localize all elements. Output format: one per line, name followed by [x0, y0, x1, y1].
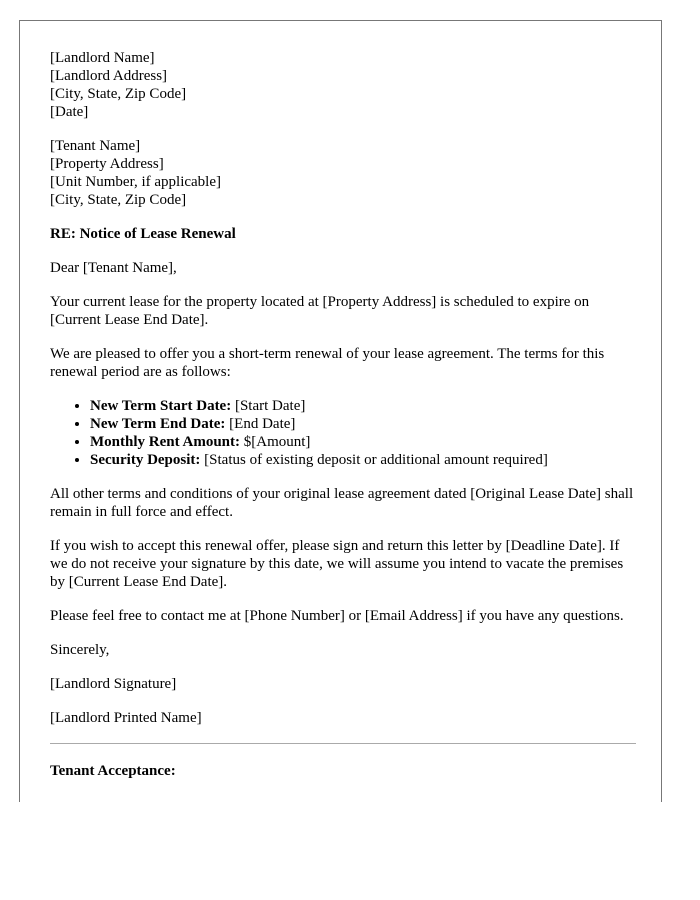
term-label: Security Deposit: — [90, 452, 201, 468]
landlord-address: [Landlord Address] — [50, 68, 168, 84]
closing: Sincerely, — [50, 642, 110, 658]
tenant-acceptance-heading: Tenant Acceptance: — [50, 763, 176, 779]
salutation: Dear [Tenant Name], — [50, 260, 177, 276]
landlord-city: [City, State, Zip Code] — [50, 86, 187, 102]
letter-date: [Date] — [50, 104, 89, 120]
intro-paragraph: Your current lease for the property located at [Property Address] is scheduled to expire on [Current Lease End Date]. — [50, 294, 590, 328]
contact-paragraph: Please feel free to contact me at [Phone Number] or [Email Address] if you have any questions. — [50, 608, 624, 624]
term-label: Monthly Rent Amount: — [90, 434, 241, 450]
property-address: [Property Address] — [50, 156, 164, 172]
unit-number: [Unit Number, if applicable] — [50, 174, 222, 190]
landlord-name: [Landlord Name] — [50, 50, 155, 66]
offer-paragraph: We are pleased to offer you a short-term renewal of your lease agreement. The terms for this renewal period are as follows: — [50, 346, 605, 380]
list-item — [90, 451, 636, 469]
term-value: [Start Date] — [231, 398, 306, 414]
term-value: $[Amount] — [240, 434, 311, 450]
renewal-terms-list — [50, 397, 636, 469]
subject-line: RE: Notice of Lease Renewal — [50, 226, 236, 242]
list-item — [90, 397, 636, 415]
letter-body — [50, 49, 636, 780]
tenant-city: [City, State, Zip Code] — [50, 192, 187, 208]
list-item — [90, 433, 636, 451]
term-label: New Term Start Date: — [90, 398, 232, 414]
other-terms-paragraph: All other terms and conditions of your original lease agreement dated [Original Lease Date] shall remain in full force and effect. — [50, 486, 634, 520]
recipient-block — [50, 137, 636, 209]
landlord-printed-name: [Landlord Printed Name] — [50, 710, 202, 726]
letter-page — [19, 20, 662, 802]
term-value: [Status of existing deposit or additional amount required] — [200, 452, 548, 468]
landlord-signature: [Landlord Signature] — [50, 676, 177, 692]
tenant-name: [Tenant Name] — [50, 138, 141, 154]
term-value: [End Date] — [225, 416, 296, 432]
term-label: New Term End Date: — [90, 416, 226, 432]
list-item — [90, 415, 636, 433]
acceptance-instructions-paragraph: If you wish to accept this renewal offer, please sign and return this letter by [Deadline Date]. If we do not receive your signature by this date, we will assume you intend to vacate the premises by [Current Lease End Date]. — [50, 538, 624, 590]
sender-block — [50, 49, 636, 121]
section-divider — [50, 743, 636, 744]
